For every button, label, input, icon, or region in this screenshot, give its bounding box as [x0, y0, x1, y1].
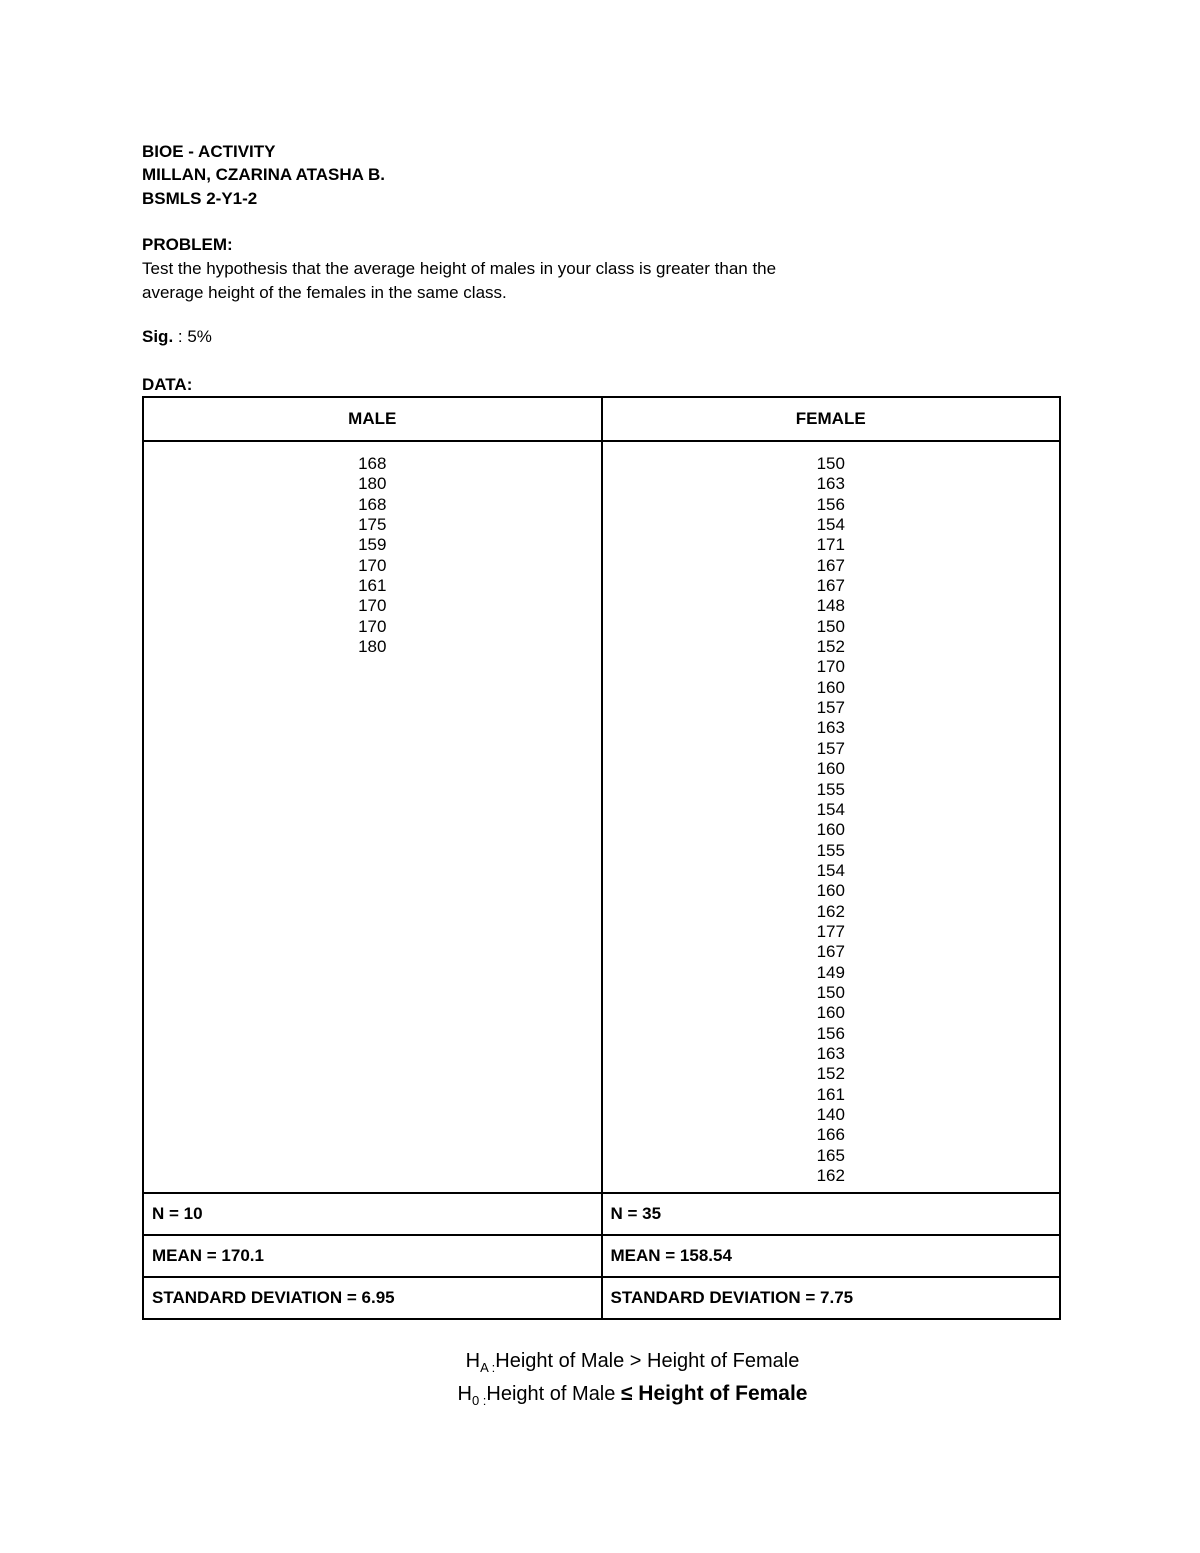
female-value: 160	[816, 759, 845, 779]
female-header: FEMALE	[602, 397, 1061, 441]
male-value: 170	[358, 596, 387, 616]
male-value: 168	[358, 454, 387, 473]
data-label: DATA:	[142, 375, 193, 394]
female-value: 154	[816, 799, 845, 819]
male-value: 161	[358, 576, 387, 596]
female-value: 167	[816, 576, 845, 596]
female-value: 157	[816, 698, 845, 718]
student-name: MILLAN, CZARINA ATASHA B.	[142, 165, 386, 184]
female-value: 163	[816, 718, 845, 738]
female-value: 167	[816, 942, 845, 962]
female-value: 149	[816, 962, 845, 982]
female-value: 160	[816, 820, 845, 840]
female-value: 162	[816, 1166, 845, 1186]
female-value: 156	[816, 1023, 845, 1043]
male-value: 175	[358, 515, 387, 535]
male-value: 180	[358, 637, 387, 657]
female-values-cell	[602, 441, 1061, 1193]
female-value: 140	[816, 1105, 845, 1124]
female-value: 150	[816, 982, 845, 1002]
female-value: 160	[816, 881, 845, 901]
male-value: 168	[358, 494, 387, 514]
female-value: 163	[816, 474, 845, 494]
section-code: BSMLS 2-Y1-2	[142, 189, 258, 208]
male-mean: MEAN = 170.1	[143, 1235, 602, 1277]
male-values-cell	[143, 441, 602, 1193]
female-value: 150	[816, 616, 845, 636]
female-n: N = 35	[602, 1193, 1061, 1235]
female-value: 157	[816, 738, 845, 758]
female-value: 150	[816, 454, 845, 473]
female-value: 155	[816, 840, 845, 860]
female-value: 160	[816, 677, 845, 697]
sig-label: Sig.	[142, 327, 174, 346]
male-value: 180	[358, 474, 387, 494]
h0-letter: H	[457, 1383, 472, 1405]
h0-text-bold: ≤ Height of Female	[620, 1382, 808, 1405]
h0-subscript: 0 :	[471, 1393, 487, 1408]
female-value: 154	[816, 515, 845, 535]
female-value: 152	[816, 1064, 845, 1084]
male-sd: STANDARD DEVIATION = 6.95	[143, 1277, 602, 1319]
male-header: MALE	[143, 397, 602, 441]
problem-line-2: average height of the females in the same class.	[142, 283, 507, 302]
male-value: 170	[358, 555, 387, 575]
h0-text: Height of Male	[486, 1383, 621, 1405]
male-values-list	[144, 442, 601, 657]
ha-text: Height of Male > Height of Female	[495, 1350, 800, 1372]
female-value: 162	[816, 901, 845, 921]
problem-label: PROBLEM:	[142, 235, 233, 254]
female-value: 177	[816, 921, 845, 941]
male-value: 170	[358, 616, 387, 636]
female-value: 154	[816, 860, 845, 880]
male-n: N = 10	[143, 1193, 602, 1235]
female-value: 152	[816, 637, 845, 657]
data-table	[142, 396, 1061, 1320]
female-value: 156	[816, 494, 845, 514]
alternative-hypothesis	[0, 1350, 1200, 1375]
significance-level	[142, 327, 212, 347]
female-value: 167	[816, 555, 845, 575]
sig-value: : 5%	[173, 327, 212, 346]
problem-line-1: Test the hypothesis that the average height of males in your class is greater than the	[142, 259, 777, 278]
ha-subscript: A :	[480, 1360, 496, 1375]
female-value: 160	[816, 1003, 845, 1023]
female-value: 165	[816, 1145, 845, 1165]
female-value: 155	[816, 779, 845, 799]
female-value: 171	[816, 535, 845, 555]
male-value: 159	[358, 535, 387, 555]
female-sd: STANDARD DEVIATION = 7.75	[602, 1277, 1061, 1319]
ha-letter: H	[465, 1350, 481, 1372]
female-value: 170	[816, 657, 845, 677]
female-mean: MEAN = 158.54	[602, 1235, 1061, 1277]
female-value: 161	[816, 1084, 845, 1104]
null-hypothesis	[0, 1382, 1200, 1408]
female-value: 148	[816, 596, 845, 616]
female-value: 163	[816, 1043, 845, 1063]
female-values-list	[603, 442, 1060, 1186]
document-title: BIOE - ACTIVITY	[142, 142, 276, 161]
female-value: 166	[816, 1125, 845, 1145]
